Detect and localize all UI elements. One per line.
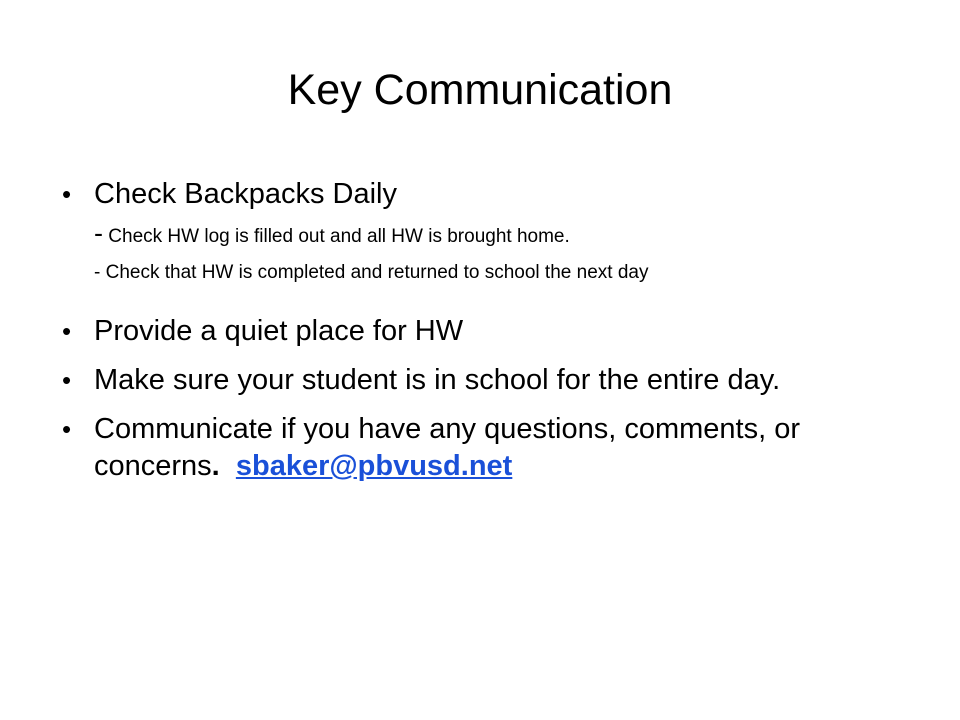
- bullet-suffix: .: [211, 450, 220, 482]
- bullet-icon: •: [62, 414, 72, 444]
- bullet-icon: •: [62, 179, 72, 209]
- bullet-icon: •: [62, 365, 72, 395]
- sub-item-text: Check HW log is filled out and all HW is brought home.: [103, 226, 570, 247]
- dash-marker: -: [94, 218, 103, 248]
- bullet-communicate: [60, 411, 910, 485]
- sub-item-hw-log: [60, 218, 910, 249]
- slide-title: Key Communication: [287, 66, 673, 114]
- bullet-check-backpacks: [60, 176, 910, 213]
- bullet-text: Provide a quiet place for HW: [94, 315, 464, 347]
- bullet-text: Check Backpacks Daily: [94, 178, 397, 210]
- sub-item-text: Check that HW is completed and returned to school the next day: [100, 262, 649, 283]
- sub-item-hw-completed: [60, 261, 910, 285]
- bullet-in-school: [60, 362, 910, 399]
- bullet-icon: •: [62, 316, 72, 346]
- dash-marker: -: [94, 262, 101, 283]
- bullet-quiet-place: [60, 313, 910, 350]
- bullet-list: [60, 176, 910, 485]
- email-link[interactable]: sbaker@pbvusd.net: [235, 450, 513, 482]
- bullet-text: Make sure your student is in school for the entire day.: [94, 364, 781, 396]
- bullet-text: Communicate if you have any questions, comments, or concerns: [94, 413, 800, 482]
